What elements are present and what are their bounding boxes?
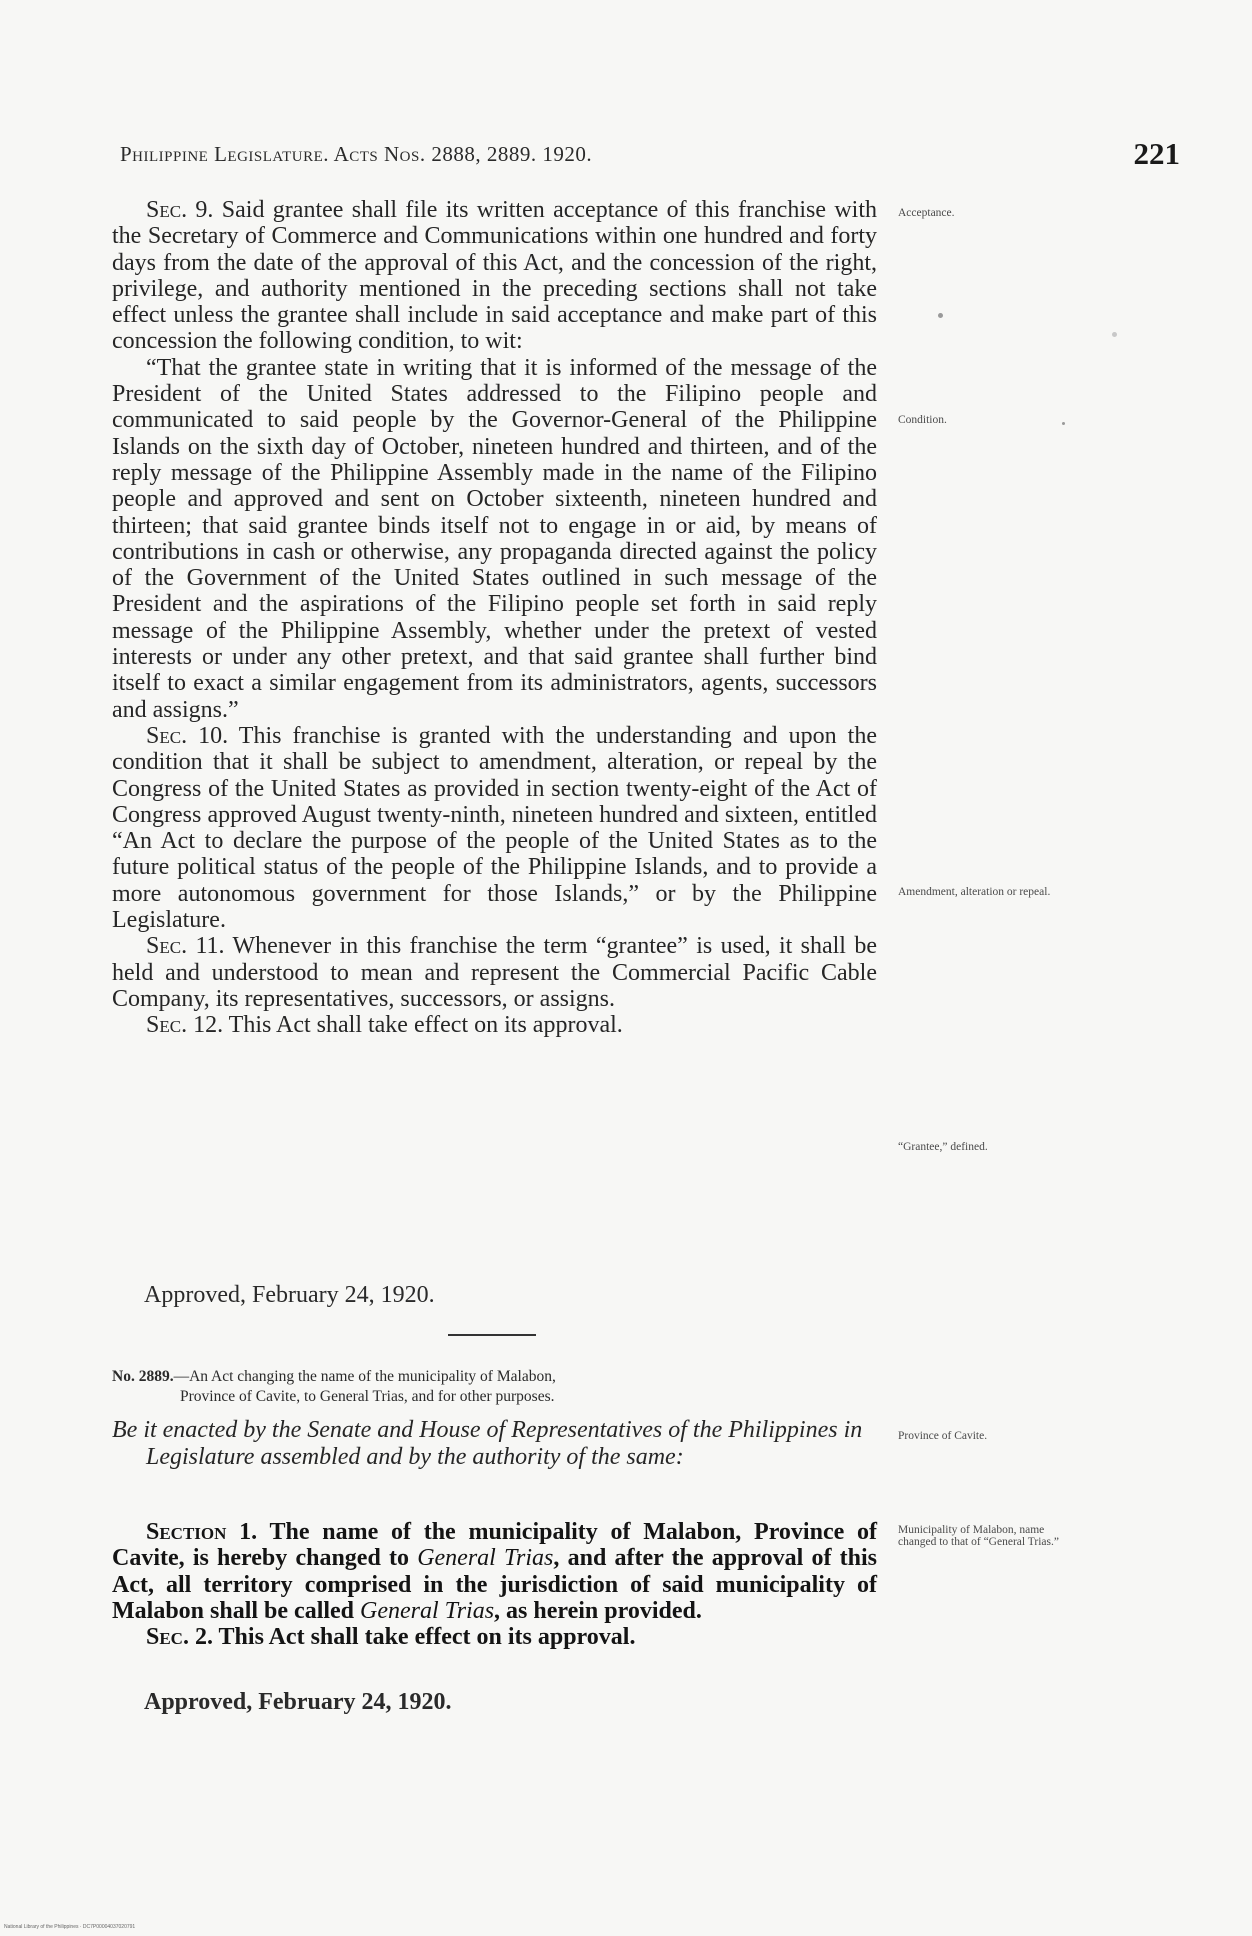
section-divider xyxy=(448,1334,536,1336)
section-10-label: Sec. 10. xyxy=(146,722,229,749)
new-name-2: General Trias xyxy=(360,1597,495,1624)
section-2-text: This Act shall take effect on its approval. xyxy=(218,1624,636,1651)
section-12-label: Sec. 12. xyxy=(146,1012,224,1039)
act-2889-approved: Approved, February 24, 1920. xyxy=(144,1689,452,1715)
section-1-label: Section 1. xyxy=(146,1519,258,1545)
section-12 xyxy=(112,1012,877,1038)
section-1-text-a: The name of the municipality of Malabon, Province of Cavite, is hereby changed to xyxy=(112,1519,877,1572)
section-12-text: This Act shall take effect on its approval. xyxy=(228,1012,623,1039)
section-1 xyxy=(112,1519,877,1624)
section-2-label: Sec. 2. xyxy=(146,1624,213,1651)
act-2889-body xyxy=(112,1519,877,1650)
section-1-text-b: , and after the approval of this Act, all territory comprised in the jurisdiction of said municipality of Malabon shall be called xyxy=(112,1545,878,1624)
margin-note-acceptance: Acceptance. xyxy=(898,207,955,219)
margin-note-province: Province of Cavite. xyxy=(898,1430,988,1442)
act-title-line-2: Province of Cavite, to General Trias, and for other purposes. xyxy=(180,1388,555,1405)
scan-speck xyxy=(1062,422,1065,425)
section-9 xyxy=(112,197,877,355)
section-9-text: Said grantee shall file its written acceptance of this franchise with the Secretary of Commerce and Communications within one hundred and forty days from the date of the approval of this Act, and the concession of the right, privilege, and authority mentioned in the preceding sections shall not take effect unless the grantee shall include in said acceptance and make part of this concession the following condition, to wit: xyxy=(112,197,878,355)
act-title-line-1: —An Act changing the name of the municipality of Malabon, xyxy=(173,1368,556,1385)
section-11 xyxy=(112,933,877,1012)
section-11-text: Whenever in this franchise the term “grantee” is used, it shall be held and understood to mean and represent the Commercial Pacific Cable Company, its representatives, successors, or assigns. xyxy=(112,933,877,1012)
enacting-clause: Be it enacted by the Senate and House of Representatives of the Philippines in Legislature assembled and by the authority of the same: xyxy=(112,1417,863,1470)
act-number: No. 2889. xyxy=(112,1368,174,1385)
section-9-label: Sec. 9. xyxy=(146,197,214,223)
scan-speck xyxy=(938,313,943,318)
margin-note-amendment: Amendment, alteration or repeal. xyxy=(898,886,1051,898)
section-10-text: This franchise is granted with the understanding and upon the condition that it shall be subject to amendment, alteration, or repeal by the Congress of the United States as provided in section twenty-eight of the Act of Congress approved August twenty-ninth, nineteen hundred and sixteen, entitled “An Act to declare the purpose of the people of the United States as to the future political status of the people of the Philippine Islands, and to provide a more autonomous government for those Islands,” or by the Philippine Legislature. xyxy=(112,722,877,934)
scan-footer: National Library of the Philippines · DC7P00004037020791 xyxy=(4,1924,136,1930)
margin-note-grantee: “Grantee,” defined. xyxy=(898,1141,988,1153)
running-head: Philippine Legislature. Acts Nos. 2888, 2889. 1920. xyxy=(120,142,593,166)
section-2 xyxy=(112,1624,877,1650)
section-10 xyxy=(112,723,877,933)
section-11-label: Sec. 11. xyxy=(146,933,225,960)
page-header xyxy=(120,136,1180,182)
act-2888-approved: Approved, February 24, 1920. xyxy=(144,1282,435,1308)
act-2888-body xyxy=(112,197,877,1039)
condition-text: “That the grantee state in writing that it is informed of the message of the President of the United States addressed to the Filipino people and communicated to said people by the Governor-General of the Philippine Islands on the sixth day of October, nineteen hundred and thirteen, and of the reply message of the Philippine Assembly made in the name of the Filipino people and approved and sent on October sixteenth, nineteen hundred and thirteen; that said grantee binds itself not to engage in or aid, by means of contributions in cash or otherwise, any propaganda directed against the policy of the Government of the United States outlined in such message of the President and the aspirations of the Filipino people set forth in said reply message of the Philippine Assembly, whether under the pretext of vested interests or under any other pretext, and that said grantee shall further bind itself to exact a similar engagement from its administrators, agents, successors and assigns.” xyxy=(112,354,877,723)
scan-speck xyxy=(1112,332,1117,337)
page-number: 221 xyxy=(1133,136,1180,171)
new-name-1: General Trias xyxy=(417,1545,554,1572)
act-2889-title xyxy=(112,1367,877,1407)
section-1-text-c: , as herein provided. xyxy=(494,1597,702,1624)
margin-note-condition: Condition. xyxy=(898,414,947,426)
condition-paragraph xyxy=(112,355,877,723)
margin-note-municipality: Municipality of Malabon, name changed to that of “General Trias.” xyxy=(898,1524,1059,1548)
